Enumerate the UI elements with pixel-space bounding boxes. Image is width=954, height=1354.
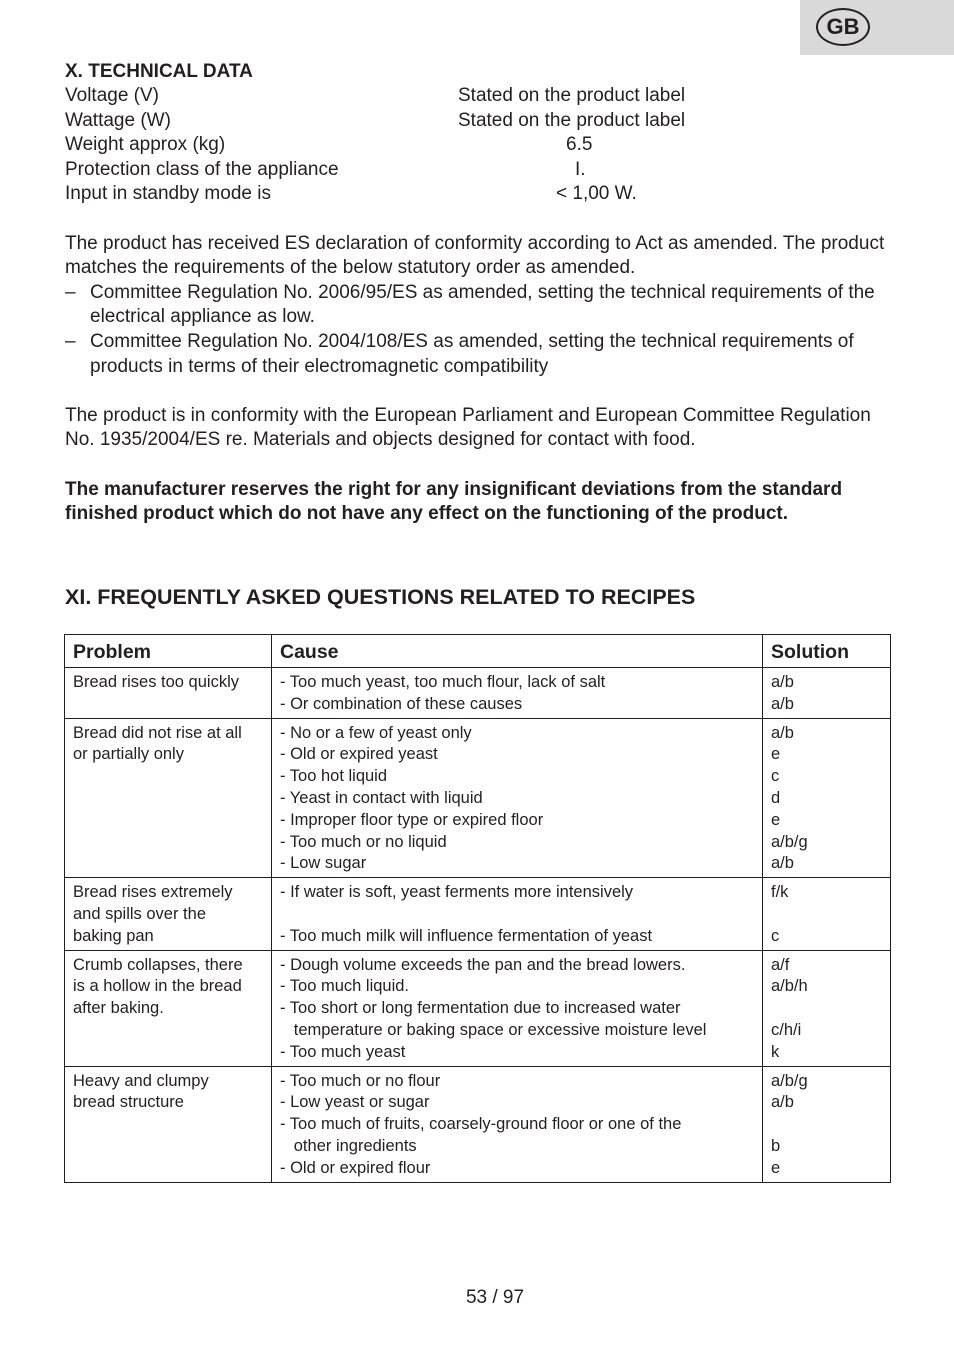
dash-bullet: –	[65, 330, 76, 352]
solution-line: c/h/i	[771, 1020, 802, 1039]
solution-line: c	[771, 926, 780, 945]
cause-line: - Too short or long fermentation due to increased water	[280, 999, 681, 1018]
cell-problem	[65, 1066, 272, 1182]
cause-line: - Improper floor type or expired floor	[280, 810, 544, 829]
tech-row-standby	[65, 182, 891, 207]
regulation-item	[65, 330, 891, 379]
food-contact-statement: The product is in conformity with the European Parliament and European Committee Regulation No. 1935/2004/ES re. Materials and objects designed for contact with food.	[65, 404, 871, 451]
dash-bullet: –	[65, 281, 76, 303]
cause-line: - Too much yeast, too much flour, lack of salt	[280, 673, 606, 691]
cell-solution	[763, 718, 891, 878]
problem-line: Bread did not rise at all	[73, 723, 242, 742]
solution-line: a/b/g	[771, 1071, 808, 1090]
cause-line: - Low sugar	[280, 854, 367, 873]
cause-line: - Low yeast or sugar	[280, 1093, 430, 1112]
problem-line: baking pan	[73, 926, 154, 945]
tech-value: Stated on the product label	[458, 109, 686, 131]
cell-cause	[272, 950, 763, 1066]
cause-line: - Or combination of these causes	[280, 694, 523, 713]
language-tab	[800, 0, 954, 55]
solution-line: b	[771, 1136, 781, 1155]
solution-line	[771, 1114, 882, 1136]
cell-problem	[65, 878, 272, 950]
cause-line: - Dough volume exceeds the pan and the bread lowers.	[280, 955, 686, 974]
cause-line: - Yeast in contact with liquid	[280, 788, 483, 807]
tech-value: Stated on the product label	[458, 85, 686, 106]
tech-value: 6.5	[566, 134, 593, 156]
cell-solution	[763, 668, 891, 719]
cause-line: - Too much yeast	[280, 1042, 406, 1061]
solution-line: e	[771, 1158, 781, 1177]
cause-line: - Too much or no liquid	[280, 832, 447, 851]
cell-cause	[272, 878, 763, 950]
faq-title: XI. FREQUENTLY ASKED QUESTIONS RELATED TO RECIPES	[65, 585, 696, 609]
column-header-solution: Solution	[763, 635, 891, 668]
problem-line: after baking.	[73, 999, 164, 1018]
regulation-item	[65, 281, 891, 330]
solution-line: a/b/h	[771, 977, 808, 996]
manufacturer-note: The manufacturer reserves the right for any insignificant deviations from the standard finished product which do not have any effect on the functioning of the product.	[65, 478, 843, 525]
cell-problem	[65, 668, 272, 719]
cell-problem	[65, 950, 272, 1066]
table-row	[65, 718, 891, 878]
cause-line: - Old or expired flour	[280, 1158, 431, 1177]
column-header-problem: Problem	[65, 635, 272, 668]
cause-line: - Too much liquid.	[280, 977, 410, 996]
tech-label: Weight approx (kg)	[65, 134, 226, 156]
tech-row-protection-class	[65, 158, 891, 183]
table-row	[65, 668, 891, 719]
solution-line: a/b	[771, 723, 794, 742]
solution-line	[771, 998, 882, 1020]
problem-line: Bread rises too quickly	[73, 673, 239, 691]
solution-line: d	[771, 788, 781, 807]
faq-table-body	[65, 668, 891, 1183]
tech-row-weight	[65, 133, 891, 158]
faq-table	[64, 634, 891, 1183]
table-row	[65, 950, 891, 1066]
solution-line: a/b	[771, 673, 794, 691]
problem-line: and spills over the	[73, 904, 206, 923]
problem-line: Heavy and clumpy	[73, 1071, 209, 1090]
tech-label: Input in standby mode is	[65, 183, 271, 205]
cause-line: - If water is soft, yeast ferments more intensively	[280, 883, 634, 902]
solution-line: a/b	[771, 694, 794, 713]
conformity-intro: The product has received ES declaration of conformity according to Act as amended. The product matches the requirements of the below statutory order as amended.	[65, 232, 885, 279]
problem-line: is a hollow in the bread	[73, 977, 242, 996]
solution-line: a/b/g	[771, 832, 808, 851]
table-row	[65, 878, 891, 950]
regulation-text: Committee Regulation No. 2004/108/ES as amended, setting the technical requirements of products in terms of their electromagnetic compatibility	[90, 330, 854, 377]
solution-line: e	[771, 745, 781, 764]
tech-value: < 1,00 W.	[556, 183, 637, 205]
problem-line: or partially only	[73, 745, 184, 764]
tech-label: Protection class of the appliance	[65, 158, 339, 180]
regulation-text: Committee Regulation No. 2006/95/ES as amended, setting the technical requirements of the electrical appliance as low.	[90, 281, 875, 328]
solution-line	[771, 904, 882, 926]
cause-line: - Too much or no flour	[280, 1071, 441, 1090]
solution-line: c	[771, 767, 780, 786]
cause-line: - Old or expired yeast	[280, 745, 438, 764]
table-row	[65, 1066, 891, 1182]
tech-row-voltage	[65, 84, 891, 109]
cause-line	[280, 904, 754, 926]
solution-line: k	[771, 1042, 780, 1061]
language-badge: GB	[816, 8, 870, 46]
solution-line: f/k	[771, 883, 789, 902]
cause-line: - Too much of fruits, coarsely-ground floor or one of the	[280, 1115, 682, 1134]
faq-header-row	[65, 635, 891, 668]
problem-line: Bread rises extremely	[73, 883, 233, 902]
cause-line: - No or a few of yeast only	[280, 723, 472, 742]
technical-data-list	[65, 84, 891, 207]
page-content	[65, 59, 891, 1177]
cell-cause	[272, 1066, 763, 1182]
solution-line: a/b	[771, 1093, 794, 1112]
solution-line: e	[771, 810, 781, 829]
tech-label: Voltage (V)	[65, 85, 159, 106]
cell-solution	[763, 1066, 891, 1182]
cell-solution	[763, 878, 891, 950]
cell-problem	[65, 718, 272, 878]
solution-line: a/f	[771, 955, 790, 974]
cell-cause	[272, 718, 763, 878]
technical-data-title: X. TECHNICAL DATA	[65, 61, 253, 82]
problem-line: bread structure	[73, 1093, 184, 1112]
tech-label: Wattage (W)	[65, 109, 171, 131]
cell-solution	[763, 950, 891, 1066]
page-number: 53 / 97	[465, 1287, 525, 1308]
tech-row-wattage	[65, 109, 891, 134]
cell-cause	[272, 668, 763, 719]
cause-line: temperature or baking space or excessive moisture level	[280, 1020, 707, 1039]
cause-line: other ingredients	[280, 1136, 417, 1155]
solution-line: a/b	[771, 854, 794, 873]
problem-line: Crumb collapses, there	[73, 955, 243, 974]
column-header-cause: Cause	[272, 635, 763, 668]
cause-line: - Too hot liquid	[280, 767, 388, 786]
cause-line: - Too much milk will influence fermentation of yeast	[280, 926, 653, 945]
tech-value: I.	[575, 158, 586, 180]
